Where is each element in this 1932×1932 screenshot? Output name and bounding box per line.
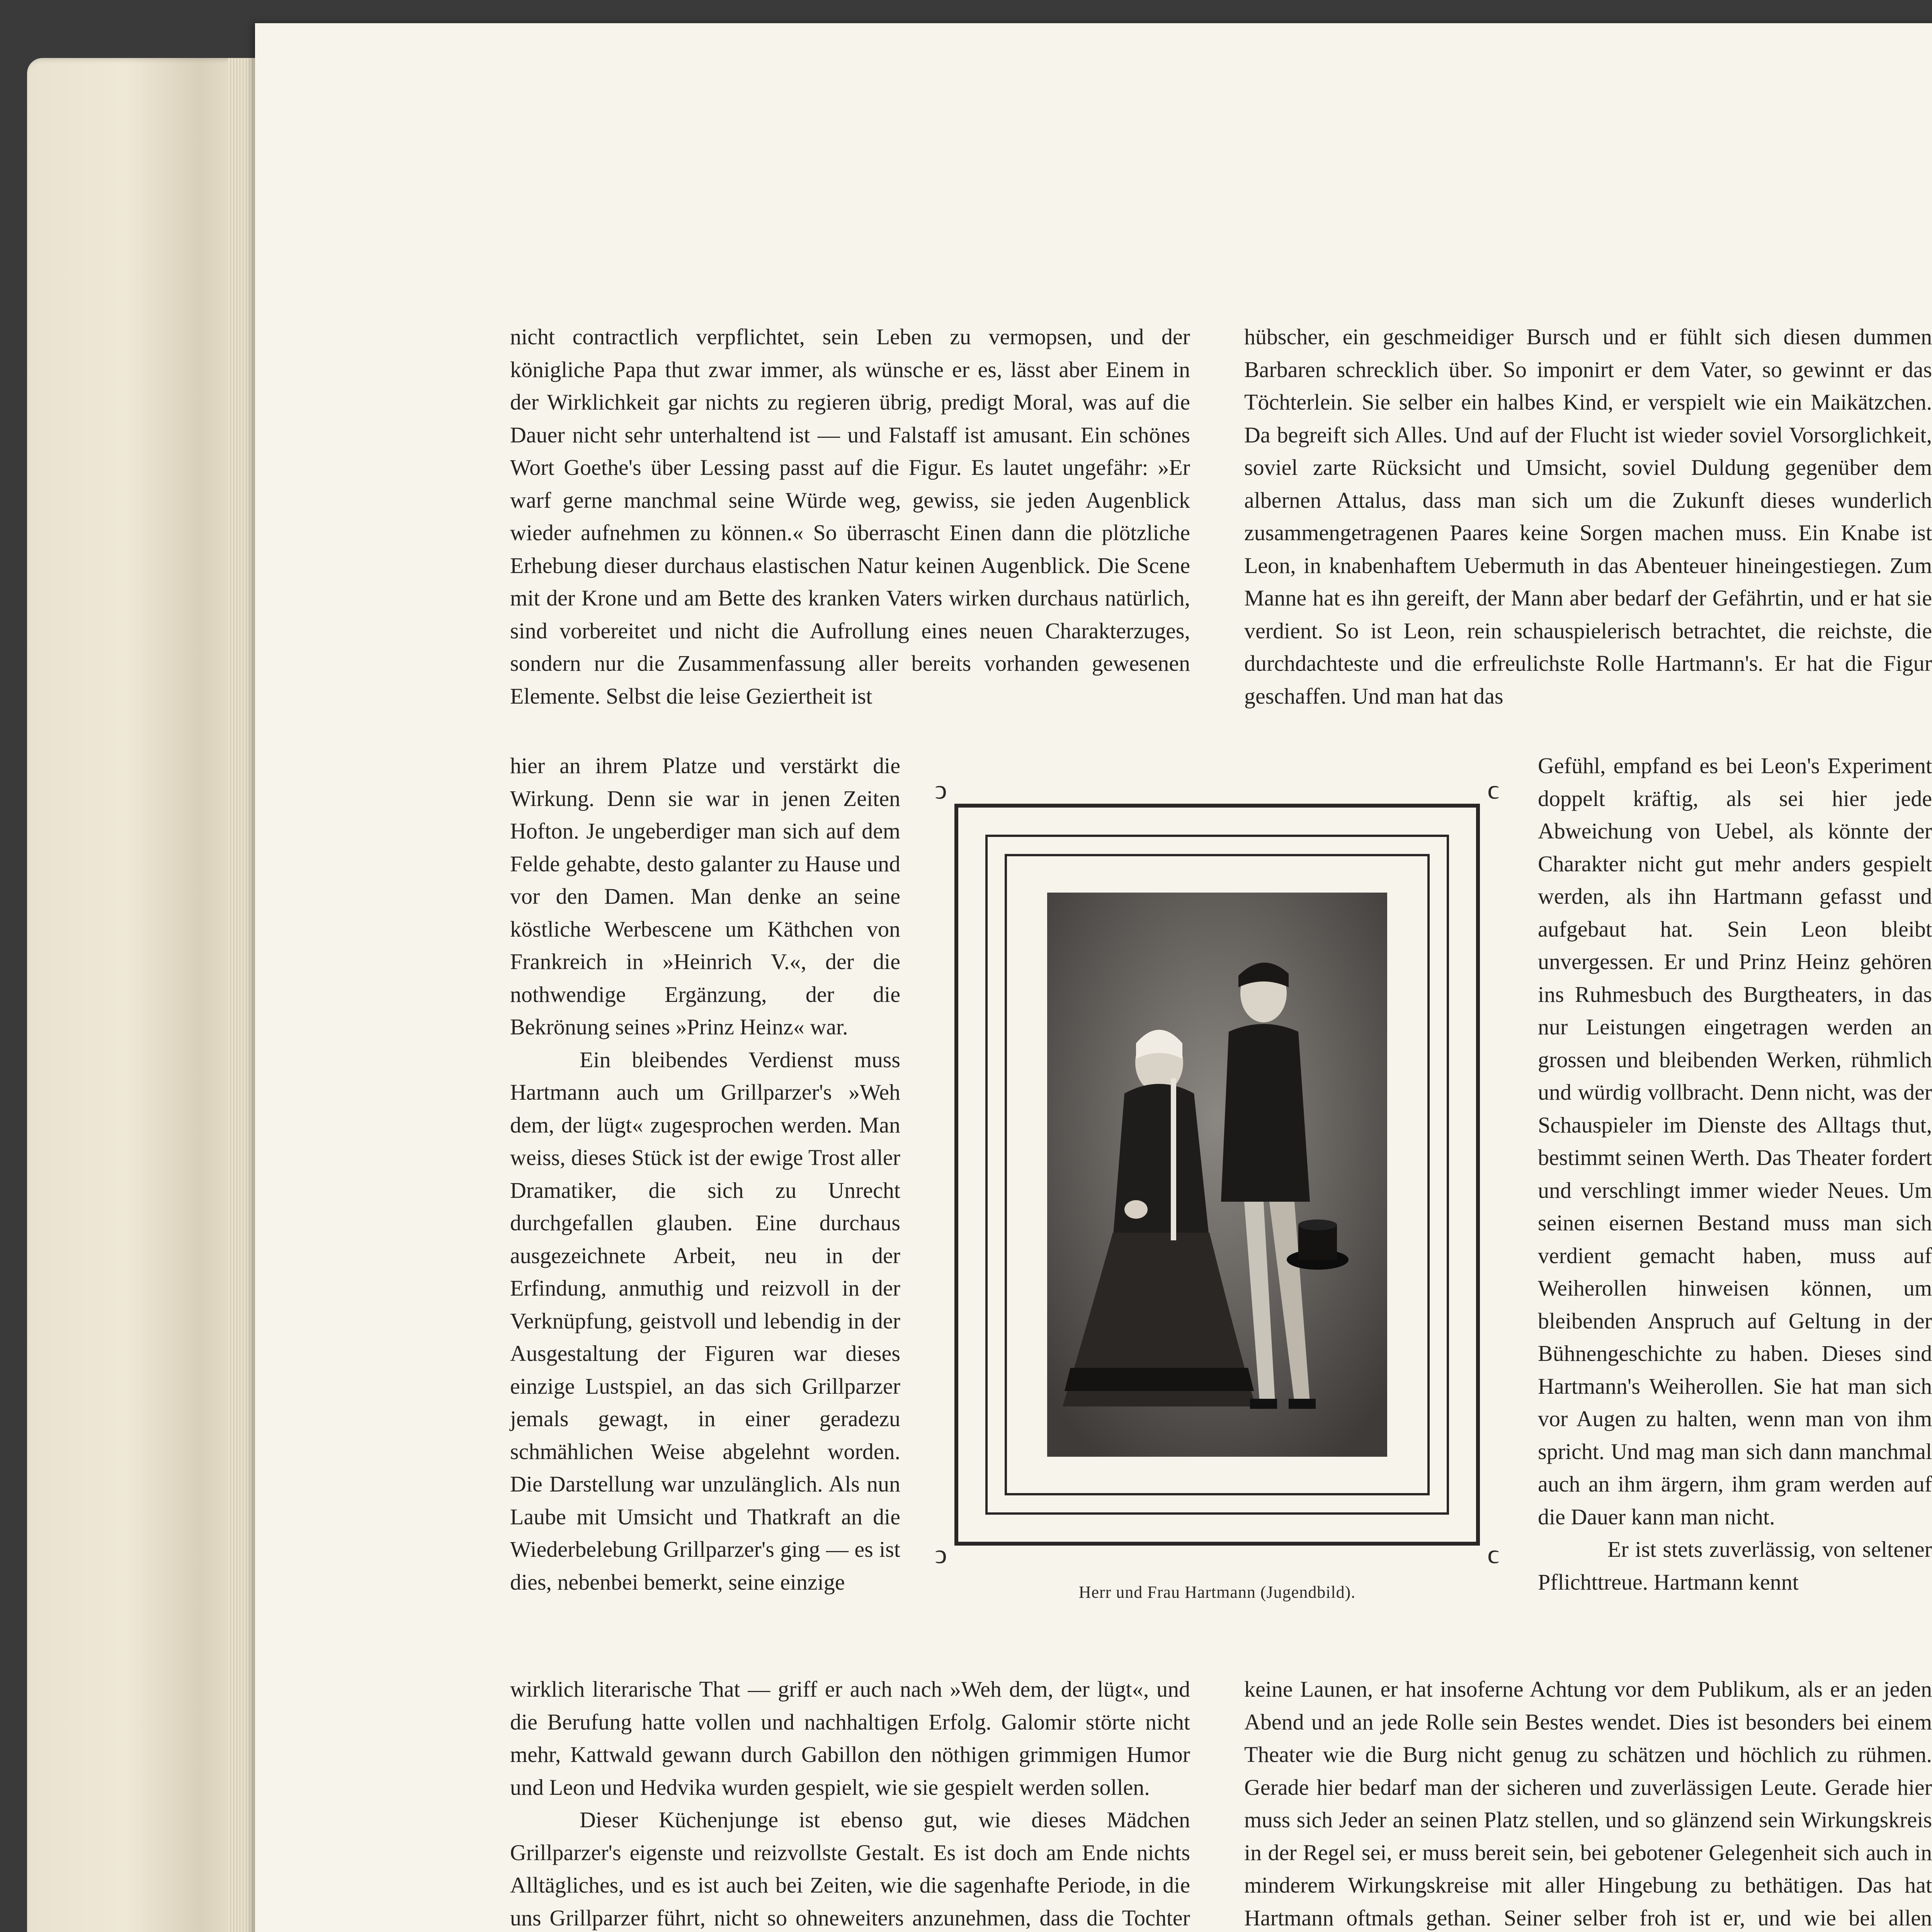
book-page-stack [27,58,274,1932]
couple-portrait-image [1047,893,1387,1457]
left-column-narrow [510,750,900,1599]
paragraph: hübscher, ein geschmeidiger Bursch und er fühlt sich diesen dummen Barbaren schrecklich über. So imponirt er dem Vater, so gewinnt er das Töchterlein. Sie selber ein halbes Kind, er verspielt wie ein Maikätzchen. Da begreift sich Alles. Und auf der Flucht ist wieder soviel Vorsorglichkeit, soviel zarte Rücksicht und Umsicht, soviel Duldung gegenüber dem albernen Attalus, dass man sich um die Zukunft dieses wunderlich zusammengetragenen Paares keine Sorgen machen muss. Ein Knabe ist Leon, in knabenhaftem Uebermuth in das Abenteuer hineingestiegen. Zum Manne hat es ihn gereift, der Mann aber bedarf der Gefährtin, und er hat sie verdient. So ist Leon, rein schauspielerisch betrachtet, die reichste, die durchdachteste und die erfreulichste Rolle Hartmann's. Er hat die Figur geschaffen. Und man hat das [1244,324,1932,709]
paragraph: Dieser Küchenjunge ist ebenso gut, wie dieses Mädchen Grillparzer's eigenste und reizvollste Gestalt. Es ist doch am Ende nichts Alltägliches, und es ist auch bei Zeiten, wie die sagenhafte Periode, in die uns Grillparzer führt, nicht so ohneweiters anzunehmen, dass die Tochter [510,1807,1190,1930]
right-column-narrow [1538,750,1932,1599]
figure-frame [927,777,1507,1573]
right-column-top [1244,321,1932,713]
paragraph: wirklich literarische That — griff er auch nach »Weh dem, der lügt«, und die Berufung hatte vollen und nachhaltigen Erfolg. Galomir störte nicht mehr, Kattwald gewann durch Gabillon den nöthigen grimmigen Humor und Leon und Hedvika wurden gespielt, wie sie gespielt werden sollen. [510,1677,1190,1800]
paragraph: keine Launen, er hat insoferne Achtung vor dem Publikum, als er an jeden Abend und an jede Rolle sein Bestes wendet. Dies ist besonders bei einem Theater wie die Burg nicht genug zu schätzen und höchlich zu rühmen. Gerade hier bedarf man der sicheren und zuverlässigen Leute. Gerade hier muss sich Jeder an seinen Platz stellen, und so glänzend sein Wirkungskreis in der Regel sei, er muss bereit sein, bei gebotener Gelegenheit sich auch in minderem Wirkungskreise mit aller Hingebung zu bethätigen. Das hat Hartmann oftmals gethan. Seiner selber froh ist er, und wie bei allen [1244,1677,1932,1930]
corner-ornament-icon: ↄ [1487,775,1500,805]
left-column-bottom [510,1673,1190,1932]
right-column-bottom [1244,1673,1932,1932]
paragraph: hier an ihrem Platze und verstärkt die Wirkung. Denn sie war in jenen Zeiten Hofton. Je ungeberdiger man sich auf dem Felde gehabte, desto galanter zu Hause und vor den Damen. Man denke an seine köstliche Werbescene um Käthchen von Frankreich in »Heinrich V.«, der die nothwendige Ergänzung, der die Bekrönung seines »Prinz Heinz« war. [510,753,900,1039]
corner-ornament-icon: ↄ [1487,1544,1500,1574]
figure-caption: Herr und Frau Hartmann (Jugendbild). [1078,1583,1356,1602]
paragraph: Er ist stets zuverlässig, von seltener Pflichttreue. Hartmann kennt [1538,1537,1932,1595]
corner-ornament-icon: ↄ [935,1544,947,1574]
corner-ornament-icon: ↄ [935,775,947,805]
paragraph: Gefühl, empfand es bei Leon's Experiment doppelt kräftig, als sei hier jede Abweichung von Uebel, als könnte der Charakter nicht gut mehr anders gespielt werden, als ihn Hartmann gefasst und aufgebaut hat. Sein Leon bleibt unvergessen. Er und Prinz Heinz gehören ins Ruhmesbuch des Burgtheaters, in das nur Leistungen eingetragen werden an grossen und bleibenden Werken, rühmlich und würdig vollbracht. Denn nicht, was der Schauspieler im Dienste des Alltags thut, bestimmt seinen Werth. Das Theater fordert und verschlingt immer wieder Neues. Um seinen eisernen Bestand muss man sich verdient gemacht haben, muss auf Weiherollen hinweisen können, um bleibenden Anspruch auf Geltung in der Bühnengeschichte zu haben. Dieses sind Hartmann's Weiherollen. Sie hat man sich vor Augen zu halten, wenn man von ihm spricht. Und mag man sich dann manchmal auch an ihm ärgern, ihm gram werden auf die Dauer kann man nicht. [1538,753,1932,1529]
left-column-top [510,321,1190,713]
portrait-photograph [1047,893,1387,1457]
paragraph: nicht contractlich verpflichtet, sein Leben zu vermopsen, und der königliche Papa thut zwar immer, als wünsche er es, lässt aber Einem in der Wirklichkeit gar nichts zu regieren übrig, predigt Moral, was auf die Dauer nicht sehr unterhaltend ist — und Falstaff ist amusant. Ein schönes Wort Goethe's über Lessing passt auf die Figur. Es lautet ungefähr: »Er warf gerne manchmal seine Würde weg, gewiss, sie jeden Augenblick wieder aufnehmen zu können.« So überrascht Einen dann die plötzliche Erhebung dieser durchaus elastischen Natur keinen Augenblick. Die Scene mit der Krone und am Bette des kranken Vaters wirken durchaus natürlich, sind vorbereitet und nicht die Aufrollung eines neuen Charakterzuges, sondern nur die Zusammenfassung aller bereits vorhanden gewesenen Elemente. Selbst die leise Geziertheit ist [510,324,1190,709]
paragraph: Ein bleibendes Verdienst muss Hartmann auch um Grillparzer's »Weh dem, der lügt« zugesprochen werden. Man weiss, dieses Stück ist der ewige Trost aller Dramatiker, die sich zu Unrecht durchgefallen glauben. Eine durchaus ausgezeichnete Arbeit, neu in der Erfindung, anmuthig und reizvoll in der Verknüpfung, geistvoll und lebendig in der Ausgestaltung der Figuren war dieses einzige Lustspiel, an das sich Grillparzer jemals gewagt, in einer geradezu schmählichen Weise abgelehnt worden. Die Darstellung war unzulänglich. Als nun Laube mit Umsicht und Thatkraft an die Wiederbelebung Grillparzer's ging — es ist dies, nebenbei bemerkt, seine einzige [510,1047,900,1595]
